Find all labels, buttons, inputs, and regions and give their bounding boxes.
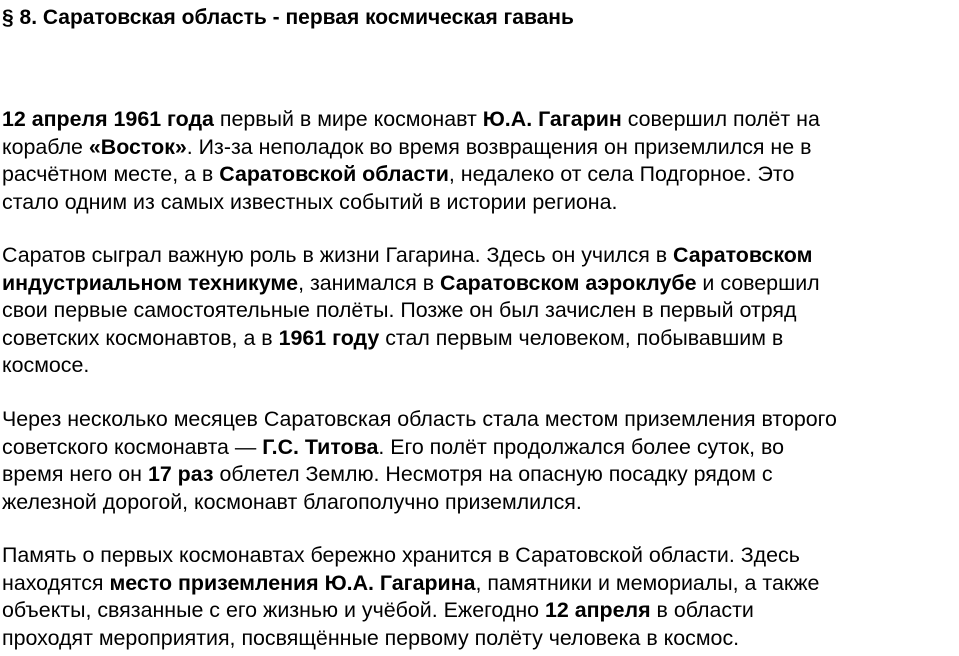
- text-line: [2, 161, 959, 189]
- text-run: объекты, связанные с его жизнью и учёбой. Ежегодно: [2, 598, 545, 623]
- text-run: облетел Землю. Несмотря на опасную посадку рядом с: [213, 462, 773, 487]
- text-run: , недалеко от села Подгорное. Это: [448, 162, 795, 187]
- text-line: [2, 570, 959, 598]
- text-run: космосе.: [2, 353, 90, 378]
- text-run: расчётном месте, а в: [2, 162, 220, 187]
- text-run: первый в мире космонавт: [213, 107, 483, 131]
- text-line: [2, 406, 959, 434]
- text-line: [2, 625, 959, 653]
- text-line: [2, 542, 959, 570]
- bold-text: «Восток»: [88, 134, 187, 159]
- paragraph-saratov-role: [2, 242, 959, 380]
- bold-text: 12 апреля 1961 года: [2, 107, 214, 131]
- paragraph-titov-landing: [2, 406, 959, 516]
- bold-text: 17 раз: [147, 462, 214, 487]
- text-run: Через несколько месяцев Саратовская область стала местом приземления второго: [2, 407, 837, 431]
- bold-text: Саратовском: [673, 243, 813, 267]
- text-run: . Его полёт продолжался более суток, во: [378, 434, 785, 459]
- bold-text: индустриальном техникуме: [2, 270, 299, 295]
- bold-text: место приземления Ю.А. Гагарина: [109, 570, 476, 595]
- text-run: стало одним из самых известных событий в истории региона.: [2, 189, 618, 214]
- text-line: [2, 352, 959, 380]
- text-line: [2, 134, 959, 162]
- bold-text: 1961 году: [278, 325, 380, 350]
- bold-text: Саратовском аэроклубе: [440, 270, 697, 295]
- text-run: совершил полёт на: [621, 107, 820, 131]
- text-run: свои первые самостоятельные полёты. Позже он был зачислен в первый отряд: [2, 298, 797, 323]
- text-run: стал первым человеком, побывавшим в: [379, 325, 784, 350]
- text-run: советского космонавта —: [2, 434, 263, 459]
- bold-text: Ю.А. Гагарин: [482, 107, 622, 131]
- text-run: , памятники и мемориалы, а также: [475, 570, 820, 595]
- text-run: проходят мероприятия, посвящённые первому полёту человека в космос.: [2, 625, 740, 650]
- section-heading: § 8. Саратовская область - первая космическая гавань: [2, 6, 574, 29]
- text-line: [2, 461, 959, 489]
- text-line: [2, 434, 959, 462]
- text-run: время него он: [2, 462, 148, 487]
- text-run: в области: [650, 598, 754, 623]
- text-run: корабле: [2, 134, 89, 159]
- text-run: железной дорогой, космонавт благополучно приземлился.: [2, 489, 582, 514]
- text-line: [2, 270, 959, 298]
- text-line: [2, 325, 959, 353]
- text-line: [2, 297, 959, 325]
- text-line: [2, 489, 959, 517]
- text-line: [2, 189, 959, 217]
- text-line: [2, 597, 959, 625]
- bold-text: 12 апреля: [545, 598, 651, 623]
- text-run: советских космонавтов, а в: [2, 325, 279, 350]
- text-run: Саратов сыграл важную роль в жизни Гагарина. Здесь он учился в: [2, 243, 674, 267]
- text-run: . Из-за неполадок во время возвращения он приземлился не в: [186, 134, 812, 159]
- bold-text: Саратовской области: [219, 162, 449, 187]
- text-run: находятся: [2, 570, 110, 595]
- paragraph-memory: [2, 542, 959, 652]
- text-run: Память о первых космонавтах бережно хранится в Саратовской области. Здесь: [2, 543, 800, 567]
- text-line: [2, 242, 959, 270]
- text-line: [2, 106, 959, 134]
- text-run: и совершил: [696, 270, 820, 295]
- bold-text: Г.С. Титова: [262, 434, 379, 459]
- text-run: , занимался в: [298, 270, 441, 295]
- paragraph-gagarin-flight: [2, 106, 959, 216]
